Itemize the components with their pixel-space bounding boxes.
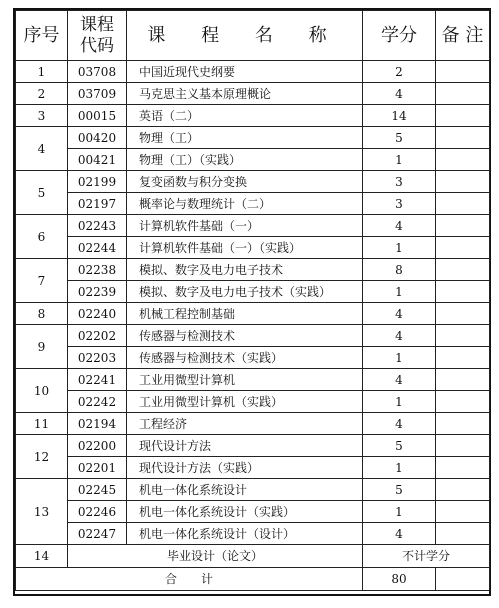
total-note: [436, 568, 490, 591]
header-row: [16, 11, 490, 61]
note-cell: [436, 127, 490, 149]
total-row: [16, 568, 490, 591]
course-code: 02238: [68, 259, 127, 281]
course-credit: 1: [363, 347, 436, 369]
course-credit: 1: [363, 237, 436, 259]
course-credit: 1: [363, 149, 436, 171]
course-row: [16, 193, 490, 215]
course-name: 现代设计方法: [127, 435, 363, 457]
course-row: [16, 149, 490, 171]
course-name: 中国近现代史纲要: [127, 61, 363, 83]
course-code: 03709: [68, 83, 127, 105]
seq-cell: 6: [16, 215, 68, 259]
course-row: [16, 303, 490, 325]
course-name: 工程经济: [127, 413, 363, 435]
thesis-row: [16, 545, 490, 568]
note-cell: [436, 457, 490, 479]
header-code-text: [80, 15, 114, 56]
course-row: [16, 435, 490, 457]
total-credit: 80: [363, 568, 436, 591]
course-rows: [16, 61, 490, 545]
course-row: [16, 171, 490, 193]
note-cell: [436, 259, 490, 281]
course-credit: 5: [363, 479, 436, 501]
course-code: 02202: [68, 325, 127, 347]
course-row: [16, 523, 490, 545]
course-table: [15, 10, 490, 591]
note-cell: [436, 479, 490, 501]
course-row: [16, 215, 490, 237]
note-cell: [436, 215, 490, 237]
note-cell: [436, 501, 490, 523]
course-credit: 1: [363, 501, 436, 523]
course-credit: 1: [363, 457, 436, 479]
course-name: 工业用微型计算机（实践）: [127, 391, 363, 413]
note-cell: [436, 369, 490, 391]
course-credit: 5: [363, 435, 436, 457]
course-name: 机电一体化系统设计（设计）: [127, 523, 363, 545]
seq-cell: 10: [16, 369, 68, 413]
seq-cell: 5: [16, 171, 68, 215]
course-code: 02241: [68, 369, 127, 391]
thesis-name: 毕业设计（论文）: [68, 545, 363, 568]
thesis-seq: 14: [16, 545, 68, 568]
header-code-line: 课程: [80, 14, 114, 35]
course-name: 机械工程控制基础: [127, 303, 363, 325]
course-code: 02201: [68, 457, 127, 479]
course-name: 计算机软件基础（一）: [127, 215, 363, 237]
course-row: [16, 413, 490, 435]
course-name: 传感器与检测技术（实践）: [127, 347, 363, 369]
header-seq: 序号: [16, 11, 68, 61]
course-code: 02244: [68, 237, 127, 259]
note-cell: [436, 237, 490, 259]
course-name: 复变函数与积分变换: [127, 171, 363, 193]
seq-cell: 9: [16, 325, 68, 369]
course-name: 计算机软件基础（一）（实践）: [127, 237, 363, 259]
course-credit: 1: [363, 391, 436, 413]
note-cell: [436, 281, 490, 303]
course-code: 02247: [68, 523, 127, 545]
course-row: [16, 347, 490, 369]
course-row: [16, 391, 490, 413]
course-name: 模拟、数字及电力电子技术（实践）: [127, 281, 363, 303]
course-name: 模拟、数字及电力电子技术: [127, 259, 363, 281]
header-credit: 学分: [363, 11, 436, 61]
seq-cell: 13: [16, 479, 68, 545]
course-credit: 4: [363, 369, 436, 391]
course-code: 00015: [68, 105, 127, 127]
course-name: 概率论与数理统计（二）: [127, 193, 363, 215]
course-name: 马克思主义基本原理概论: [127, 83, 363, 105]
course-code: 02246: [68, 501, 127, 523]
course-name: 英语（二）: [127, 105, 363, 127]
course-row: [16, 259, 490, 281]
course-credit: 4: [363, 413, 436, 435]
course-code: 02240: [68, 303, 127, 325]
course-code: 02199: [68, 171, 127, 193]
course-code: 02194: [68, 413, 127, 435]
header-code: [68, 11, 127, 61]
course-row: [16, 479, 490, 501]
seq-cell: 1: [16, 61, 68, 83]
course-code: 02197: [68, 193, 127, 215]
course-credit: 14: [363, 105, 436, 127]
seq-cell: 12: [16, 435, 68, 479]
course-credit: 4: [363, 83, 436, 105]
course-name: 传感器与检测技术: [127, 325, 363, 347]
course-code: 02242: [68, 391, 127, 413]
course-name: 机电一体化系统设计（实践）: [127, 501, 363, 523]
note-cell: [436, 413, 490, 435]
course-code: 02203: [68, 347, 127, 369]
course-row: [16, 501, 490, 523]
course-row: [16, 325, 490, 347]
course-code: 02200: [68, 435, 127, 457]
thesis-credit: 不计学分: [363, 545, 490, 568]
note-cell: [436, 391, 490, 413]
course-code: 02245: [68, 479, 127, 501]
course-credit: 5: [363, 127, 436, 149]
header-note: 备 注: [436, 11, 490, 61]
note-cell: [436, 523, 490, 545]
note-cell: [436, 435, 490, 457]
course-name: 工业用微型计算机: [127, 369, 363, 391]
course-row: [16, 61, 490, 83]
course-credit: 3: [363, 193, 436, 215]
course-row: [16, 237, 490, 259]
course-credit: 4: [363, 325, 436, 347]
course-row: [16, 83, 490, 105]
course-credit: 8: [363, 259, 436, 281]
course-row: [16, 127, 490, 149]
course-code: 02243: [68, 215, 127, 237]
course-code: 02239: [68, 281, 127, 303]
header-name: 课 程 名 称: [127, 11, 363, 61]
note-cell: [436, 303, 490, 325]
course-name: 物理（工）（实践）: [127, 149, 363, 171]
seq-cell: 8: [16, 303, 68, 325]
course-row: [16, 105, 490, 127]
course-credit: 4: [363, 303, 436, 325]
total-label: 合 计: [16, 568, 363, 591]
note-cell: [436, 105, 490, 127]
course-row: [16, 457, 490, 479]
note-cell: [436, 193, 490, 215]
note-cell: [436, 61, 490, 83]
course-credit: 4: [363, 523, 436, 545]
note-cell: [436, 325, 490, 347]
course-credit: 3: [363, 171, 436, 193]
course-credit: 4: [363, 215, 436, 237]
seq-cell: 4: [16, 127, 68, 171]
course-credit: 2: [363, 61, 436, 83]
course-credit: 1: [363, 281, 436, 303]
course-name: 现代设计方法（实践）: [127, 457, 363, 479]
header-code-line: 代码: [80, 35, 114, 56]
seq-cell: 2: [16, 83, 68, 105]
note-cell: [436, 347, 490, 369]
course-code: 00420: [68, 127, 127, 149]
seq-cell: 7: [16, 259, 68, 303]
course-code: 00421: [68, 149, 127, 171]
course-name: 物理（工）: [127, 127, 363, 149]
seq-cell: 11: [16, 413, 68, 435]
note-cell: [436, 171, 490, 193]
course-row: [16, 369, 490, 391]
note-cell: [436, 83, 490, 105]
course-name: 机电一体化系统设计: [127, 479, 363, 501]
course-table-frame: [13, 8, 491, 596]
seq-cell: 3: [16, 105, 68, 127]
course-code: 03708: [68, 61, 127, 83]
course-row: [16, 281, 490, 303]
note-cell: [436, 149, 490, 171]
